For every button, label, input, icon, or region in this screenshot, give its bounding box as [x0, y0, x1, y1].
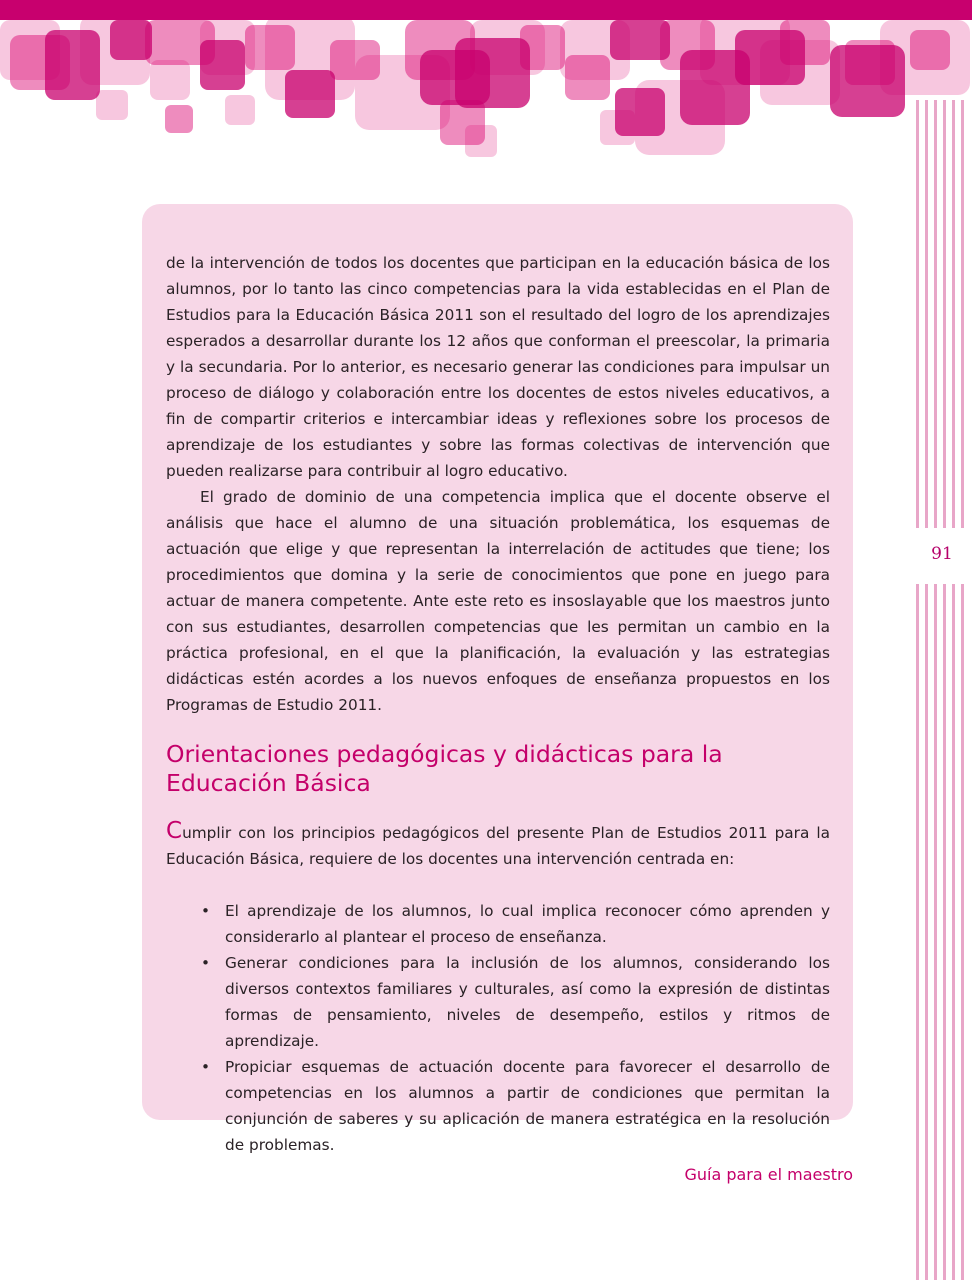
- list-item-text: El aprendizaje de los alumnos, lo cual implica reconocer cómo aprenden y considerarlo al plantear el proceso de enseñanza.: [225, 902, 830, 946]
- list-item: [201, 1054, 830, 1158]
- intro-paragraph: [166, 820, 830, 872]
- bullet-icon: •: [201, 902, 211, 920]
- list-item-text: Propiciar esquemas de actuación docente para favorecer el desarrollo de competencias en los alumnos a partir de condiciones que permitan la conjunción de saberes y su aplicación de manera estratégica en la resolución de problemas.: [225, 1058, 830, 1154]
- page-content: [166, 250, 830, 1158]
- side-stripes-decoration: [912, 100, 972, 1280]
- bullet-icon: •: [201, 954, 211, 972]
- intro-text: umplir con los principios pedagógicos del presente Plan de Estudios 2011 para la Educación Básica, requiere de los docentes una intervención centrada en:: [166, 824, 830, 868]
- header-decoration: [0, 0, 972, 160]
- bullet-icon: •: [201, 1058, 211, 1076]
- top-accent-bar: [0, 0, 972, 20]
- list-item: [201, 950, 830, 1054]
- footer-title: Guía para el maestro: [684, 1165, 853, 1184]
- list-item: [201, 898, 830, 950]
- body-paragraph: de la intervención de todos los docentes que participan en la educación básica de los alumnos, por lo tanto las cinco competencias para la vida establecidas en el Plan de Estudios para la Educación Básica 2011 son el resultado del logro de los aprendizajes esperados a desarrollar durante los 12 años que conforman el preescolar, la primaria y la secundaria. Por lo anterior, es necesario generar las condiciones para impulsar un proceso de diálogo y colaboración entre los docentes de estos niveles educativos, a fin de compartir criterios e intercambiar ideas y reflexiones sobre los procesos de aprendizaje de los estudiantes y sobre las formas colectivas de intervención que pueden realizarse para contribuir al logro educativo.: [166, 254, 830, 480]
- page-number: 91: [912, 528, 972, 584]
- bullet-list: [166, 898, 830, 1158]
- list-item-text: Generar condiciones para la inclusión de los alumnos, considerando los diversos contextos familiares y culturales, así como la expresión de distintas formas de pensamiento, niveles de desempeño, estilos y ritmos de aprendizaje.: [225, 954, 830, 1050]
- body-paragraph: El grado de dominio de una competencia implica que el docente observe el análisis que hace el alumno de una situación problemática, los esquemas de actuación que elige y que representan la interrelación de actitudes que tiene; los procedimientos que domina y la serie de conocimientos que pone en juego para actuar de manera competente. Ante este reto es insoslayable que los maestros junto con sus estudiantes, desarrollen competencias que les permitan un cambio en la práctica profesional, en el que la planificación, la evaluación y las estrategias didácticas estén acordes a los nuevos enfoques de enseñanza propuestos en los Programas de Estudio 2011.: [166, 488, 830, 714]
- drop-cap-letter: C: [166, 818, 183, 844]
- section-heading: Orientaciones pedagógicas y didácticas para la Educación Básica: [166, 740, 723, 797]
